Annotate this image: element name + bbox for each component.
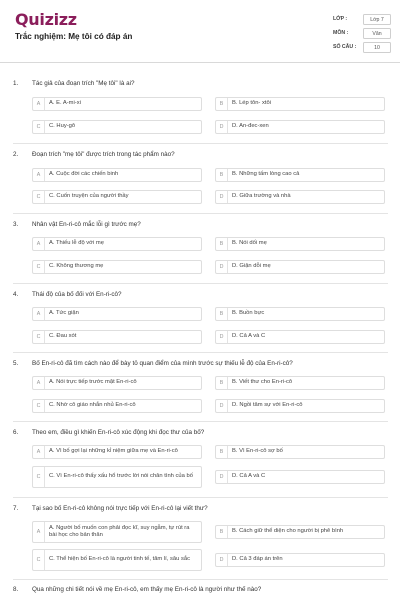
option-b[interactable] — [215, 445, 385, 459]
option-letter: A — [33, 98, 45, 110]
option-letter: A — [33, 446, 45, 458]
option-text: D. Giận dỗi mẹ — [232, 263, 271, 270]
option-b[interactable] — [215, 97, 385, 111]
meta-grade-label: LỚP : — [333, 16, 348, 22]
option-text: D. Cả A và C — [232, 473, 266, 480]
question-number: 6. — [13, 429, 19, 436]
quizizz-logo — [15, 10, 77, 29]
question-number: 8. — [13, 586, 19, 593]
option-text: C. Vì En-ri-cô thấy xấu hổ trước lời nói chân tình của bố — [49, 473, 193, 480]
option-text: D. Cả A và C — [232, 333, 266, 340]
option-c[interactable] — [32, 330, 202, 344]
option-letter: B — [216, 98, 228, 110]
meta-grade-value: Lớp 7 — [363, 14, 391, 25]
option-letter: C — [33, 550, 45, 570]
option-a[interactable] — [32, 237, 202, 251]
option-text: C. Nhờ cô giáo nhắn nhủ En-ri-cô — [49, 402, 136, 409]
option-a[interactable] — [32, 376, 202, 390]
option-letter: B — [216, 377, 228, 389]
option-letter: D — [216, 121, 228, 133]
option-letter: D — [216, 331, 228, 343]
question-number: 3. — [13, 221, 19, 228]
option-text: A. Người bố muốn con phải đọc kĩ, suy ngẫm, tự rút ra bài học cho bản thân — [49, 524, 190, 538]
option-letter: B — [216, 446, 228, 458]
option-letter: A — [33, 308, 45, 320]
question-text: Tác giả của đoạn trích "Mẹ tôi" là ai? — [32, 80, 135, 87]
option-text: A. Tức giận — [49, 310, 79, 317]
option-a[interactable] — [32, 521, 202, 543]
option-a[interactable] — [32, 168, 202, 182]
option-d[interactable] — [215, 120, 385, 134]
option-text: B. Buồn bực — [232, 310, 265, 317]
question-divider — [13, 421, 388, 422]
meta-grade — [333, 14, 393, 28]
option-a[interactable] — [32, 445, 202, 459]
option-letter: A — [33, 238, 45, 250]
option-letter: C — [33, 467, 45, 487]
option-b[interactable] — [215, 237, 385, 251]
question-divider — [13, 213, 388, 214]
option-b[interactable] — [215, 168, 385, 182]
option-text: C. Đau xót — [49, 333, 77, 340]
option-letter: C — [33, 121, 45, 133]
option-letter: D — [216, 554, 228, 566]
option-text: A. Nói trực tiếp trước mặt En-ri-cô — [49, 379, 137, 386]
question-text: Thái độ của bố đối với En-ri-cô? — [32, 291, 122, 298]
option-b[interactable] — [215, 525, 385, 539]
option-text: B. Viết thư cho En-ri-cô — [232, 379, 293, 386]
option-text: C. Thể hiện bố En-ri-cô là người tinh tế, tâm lí, sâu sắc — [49, 556, 190, 563]
question-divider — [13, 579, 388, 580]
page-header — [0, 0, 400, 62]
option-text: A. Vì bố gợi lại những kỉ niệm giữa mẹ và En-ri-cô — [49, 448, 178, 455]
question-number: 1. — [13, 80, 19, 87]
option-text: D. An-đec-xen — [232, 123, 269, 130]
option-d[interactable] — [215, 399, 385, 413]
option-letter: A — [33, 169, 45, 181]
option-b[interactable] — [215, 376, 385, 390]
option-c[interactable] — [32, 399, 202, 413]
option-letter: C — [33, 261, 45, 273]
option-text: B. Nói dối mẹ — [232, 240, 267, 247]
option-letter: B — [216, 526, 228, 538]
question-text: Nhân vật En-ri-cô mắc lỗi gì trước mẹ? — [32, 221, 141, 228]
question-text: Theo em, điều gì khiến En-ri-cô xúc động khi đọc thư của bố? — [32, 429, 205, 436]
option-c[interactable] — [32, 260, 202, 274]
option-d[interactable] — [215, 470, 385, 484]
option-d[interactable] — [215, 553, 385, 567]
option-text: B. Lép tôn- xtôi — [232, 100, 271, 107]
option-letter: D — [216, 261, 228, 273]
question-text: Tại sao bố En-ri-cô không nói trực tiếp với En-ri-cô lại viết thư? — [32, 505, 208, 512]
question-divider — [13, 283, 388, 284]
meta-subject-value: Văn — [363, 28, 391, 39]
option-d[interactable] — [215, 330, 385, 344]
question-text: Đoạn trích "mẹ tôi" được trích trong tác phẩm nào? — [32, 151, 175, 158]
option-text: A. Thiếu lễ độ với mẹ — [49, 240, 104, 247]
question-number: 5. — [13, 360, 19, 367]
option-b[interactable] — [215, 307, 385, 321]
option-text: B. Cách giữ thể diện cho người bị phê bình — [232, 528, 344, 535]
question-divider — [13, 497, 388, 498]
option-c[interactable] — [32, 190, 202, 204]
option-c[interactable] — [32, 549, 202, 571]
meta-subject-label: MÔN : — [333, 30, 349, 36]
option-text: D. Cả 3 đáp án trên — [232, 556, 283, 563]
option-letter: B — [216, 238, 228, 250]
option-text: B. Những tấm lòng cao cả — [232, 171, 300, 178]
option-letter: B — [216, 169, 228, 181]
option-text: D. Giữa trường và nhà — [232, 193, 291, 200]
option-text: C. Huy-gô — [49, 123, 76, 130]
meta-count-value: 10 — [363, 42, 391, 53]
option-letter: A — [33, 377, 45, 389]
option-letter: C — [33, 400, 45, 412]
question-divider — [13, 352, 388, 353]
question-number: 4. — [13, 291, 19, 298]
option-letter: C — [33, 191, 45, 203]
option-text: A. Cuộc đời các chiến binh — [49, 171, 119, 178]
header-divider — [0, 62, 400, 63]
option-text: B. Vì En-ri-cô sợ bố — [232, 448, 283, 455]
option-text: D. Ngồi tâm sự với En-ri-cô — [232, 402, 303, 409]
question-text: Bố En-ri-cô đã tìm cách nào để bày tỏ quan điểm của mình trước sự thiếu lễ độ của En-ri-cô? — [32, 360, 293, 367]
option-c[interactable] — [32, 466, 202, 488]
question-divider — [13, 143, 388, 144]
option-letter: B — [216, 308, 228, 320]
page-title: Trắc nghiệm: Mẹ tôi có đáp án — [15, 32, 133, 41]
question-text: Qua những chi tiết nói về mẹ En-ri-cô, em thấy mẹ En-ri-cô là người như thế nào? — [32, 586, 262, 593]
meta-subject — [333, 28, 393, 42]
option-text: C. Cuốn truyện của người thầy — [49, 193, 129, 200]
option-letter: A — [33, 522, 45, 542]
quiz-meta — [333, 14, 393, 56]
meta-count-label: SỐ CÂU : — [333, 44, 357, 50]
option-letter: D — [216, 400, 228, 412]
logo-text: Quizizz — [15, 10, 77, 29]
option-a[interactable] — [32, 97, 202, 111]
meta-count — [333, 42, 393, 56]
option-letter: D — [216, 471, 228, 483]
option-d[interactable] — [215, 190, 385, 204]
option-a[interactable] — [32, 307, 202, 321]
option-c[interactable] — [32, 120, 202, 134]
option-text: A. E. A-mi-xi — [49, 100, 81, 107]
option-letter: C — [33, 331, 45, 343]
option-letter: D — [216, 191, 228, 203]
question-number: 2. — [13, 151, 19, 158]
question-number: 7. — [13, 505, 19, 512]
option-d[interactable] — [215, 260, 385, 274]
option-text: C. Không thương mẹ — [49, 263, 104, 270]
